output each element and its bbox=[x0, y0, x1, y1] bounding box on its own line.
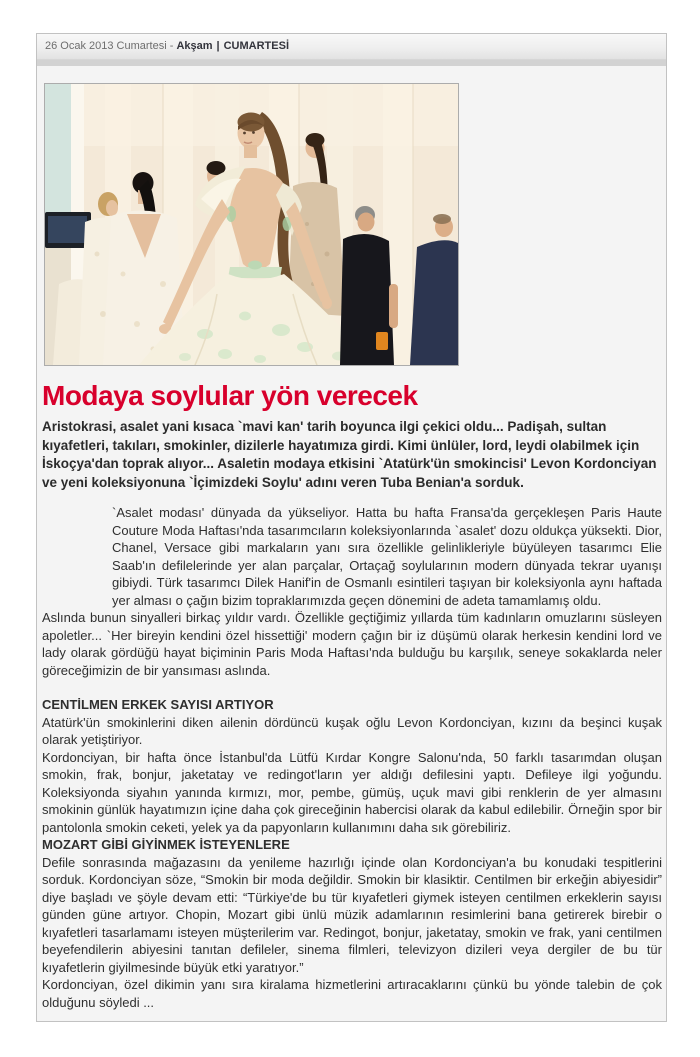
paragraph-kiralama: Kordonciyan, özel dikimin yanı sıra kiralama hizmetlerini artıracaklarını çünkü bu yönde talebin de çok olduğunu söyledi ... bbox=[42, 977, 662, 1010]
article-photo bbox=[44, 83, 459, 366]
subhead-centilmen: CENTİLMEN ERKEK SAYISI ARTIYOR bbox=[42, 697, 274, 712]
brand-name: Akşam bbox=[176, 40, 213, 52]
date-header-bar bbox=[37, 34, 666, 60]
subhead-mozart: MOZART GİBİ GİYİNMEK İSTEYENLERE bbox=[42, 837, 290, 852]
article-lead: Aristokrasi, asalet yani kısaca `mavi kan' tarih boyunca ilgi çekici oldu... Padişah, sultan kıyafetleri, takıları, smokinler, dizilerle hayatımıza girdi. Kimi ünlüler, lord, leydi olabilmek için İskoçya'dan toprak alıyor... Asaletin modaya etkisini `Atatürk'ün smokincisi' Levon Kordonciyan ve yeni koleksiyonuna `İçimizdeki Soylu' adını veren Tuba Benian'a sorduk. bbox=[42, 419, 657, 490]
paragraph-magaza: Defile sonrasında mağazasını da yenileme hazırlığı içinde olan Kordonciyan'a bu konudaki tespitlerini sorduk. Kordonciyan söze, “Smokin bir moda değildir. Smokin bir klasiktir. Centilmen bir erkeğin abiyesidir” diye başladı ve şöyle devam etti: “Türkiye'de bu tür kıyafetleri giymek isteyen centilmen erkeklerin sayısı günden güne artıyor. Chopin, Mozart gibi ünlü müzik adamlarının resimlerini bana getirerek birebir o kıyafetleri tasarlamamı isteyen müşterilerim var. Redingot, bonjur, jaketatay, smokin ve frak, yani centilmen beyefendilerin abiyesini tanıtan defileler, sinema filmleri, televizyon dizileri veya dergiler de bu tür kıyafetlerin giyilmesinde büyük etki yaratıyor.” bbox=[42, 854, 662, 975]
paragraph-defile: Kordonciyan, bir hafta önce İstanbul'da Lütfü Kırdar Kongre Salonu'nda, 50 farklı tasarımdan oluşan smokin, frak, bonjur, jaketatay ve redingot'ların yer aldığı defilesini yaptı. Defileye ilgi yoğundu. Koleksiyonda siyahın yanında kırmızı, mor, pembe, gümüş, uçuk mavi gibi renklerin de yer almasını smokinin günlük hayatımızın içine daha çok gireceğinin habercisi olarak da kabul edilebilir. Örneğin spor bir pantolonla smokin ceketi, yelek ya da papyonların kullanımını daha sık görebiliriz. bbox=[42, 749, 662, 835]
paragraph-ataturk-smokin: Atatürk'ün smokinlerini diken ailenin dördüncü kuşak oğlu Levon Kordonciyan, kızını da beşinci kuşak olarak yetiştiriyor. bbox=[42, 714, 662, 747]
edition-name: CUMARTESİ bbox=[223, 40, 289, 52]
article-body bbox=[42, 504, 662, 1011]
article-title: Modaya soylular yön verecek bbox=[42, 380, 418, 411]
date-text: 26 Ocak 2013 Cumartesi - bbox=[45, 40, 177, 52]
paragraph-sinyaller: Aslında bunun sinyalleri birkaç yıldır vardı. Özellikle geçtiğimiz yıllarda tüm kadınların omuzlarını süsleyen apoletler... `Her bireyin kendini özel hissettiği' modern çağın bir iz düşümü olarak herkesin kendini lord ve lady olarak gördüğü hayat biçiminin Paris Moda Haftası'nda bulduğu bu karşılık, seneye sokaklarda neler göreceğimizin de bir yansıması aslında. bbox=[42, 610, 662, 678]
article-content bbox=[37, 66, 666, 1011]
header-divider: | bbox=[216, 40, 220, 52]
blank-line bbox=[42, 679, 662, 696]
wrap-spacer bbox=[42, 504, 112, 592]
fashion-backstage-illustration bbox=[45, 84, 458, 365]
article-clipping-frame bbox=[36, 33, 667, 1022]
paragraph-asalet-modasi: `Asalet modası' dünyada da yükseliyor. Hatta bu hafta Fransa'da gerçekleşen Paris Haute Couture Moda Haftası'nda tasarımcıların koleksiyonlarında `asalet' dozu oldukça yüksekti. Dior, Chanel, Versace gibi markaların yanı sıra özellikle gelinlikleriyle büyüleyen tasarımcı Elie Saab'ın defilelerinde yer alan parçalar, Ortaçağ soylularının modern dünyada tekrar uyanışı gibiydi. Türk tasarımcı Dilek Hanif'in de Osmanlı esintileri taşıyan bir koleksiyonla aynı haftada yer alması o çağın bizim topraklarımızda geçen dönemini de adeta tamamlamış oldu. bbox=[42, 504, 662, 609]
